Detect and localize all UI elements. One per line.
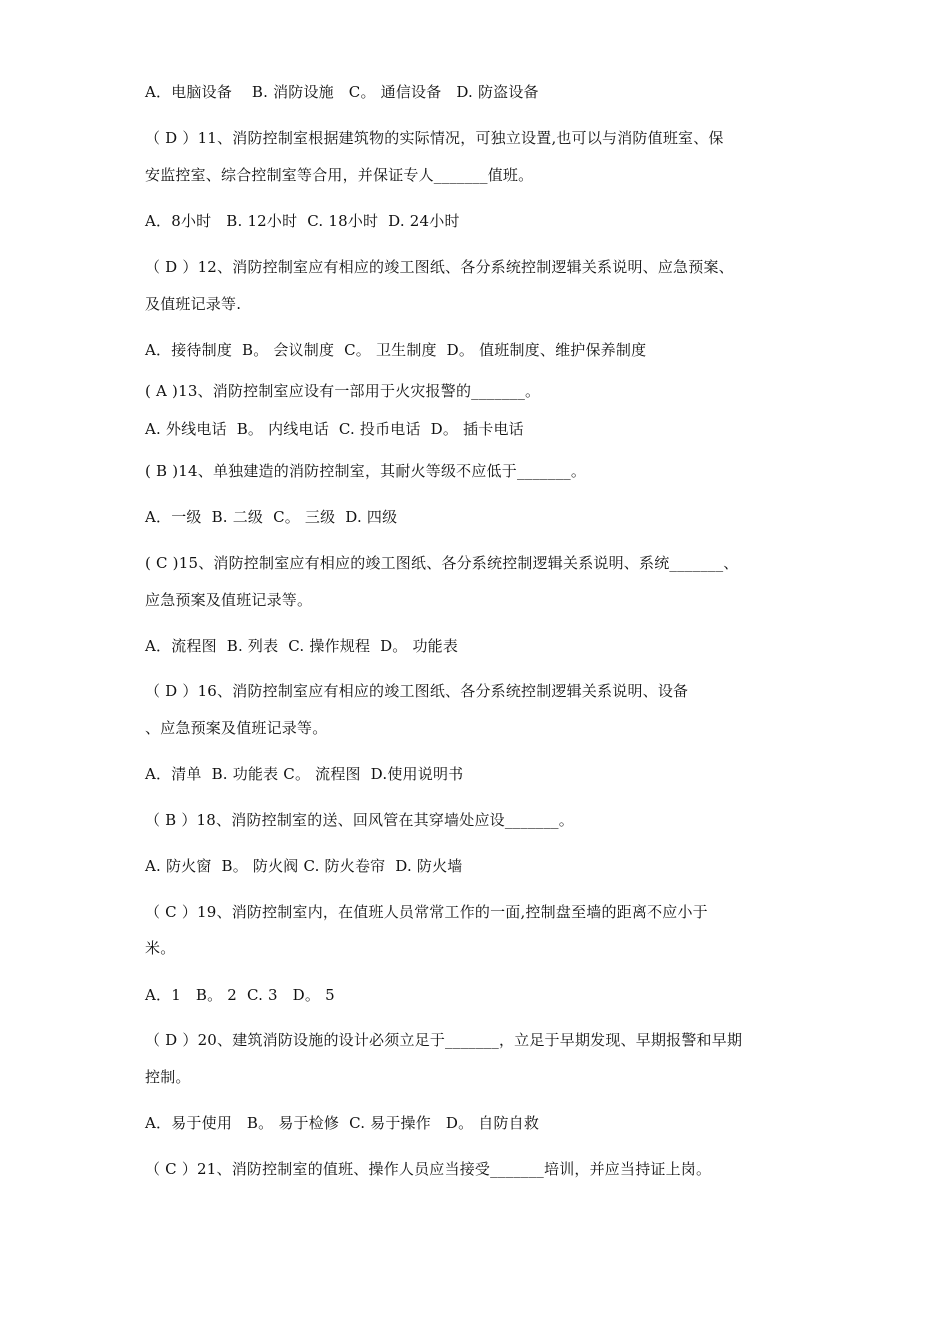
question-18: （ B ）18、消防控制室的送、回风管在其穿墙处应设_______。 (145, 811, 574, 829)
question-15-line2: 应急预案及值班记录等。 (145, 591, 313, 609)
question-14: ( B )14、单独建造的消防控制室，其耐火等级不应低于_______。 (145, 462, 587, 480)
options-q13: A. 外线电话 B。 内线电话 C. 投币电话 D。 插卡电话 (145, 420, 524, 438)
question-19-line1: （ C ）19、消防控制室内，在值班人员常常工作的一面,控制盘至墙的距离不应小于 (145, 903, 708, 921)
question-15-line1: ( C )15、消防控制室应有相应的竣工图纸、各分系统控制逻辑关系说明、系统_______、 (145, 554, 739, 572)
options-q10: A．电脑设备 B. 消防设施 C。 通信设备 D. 防盗设备 (145, 83, 539, 101)
question-21: （ C ）21、消防控制室的值班、操作人员应当接受_______培训，并应当持证上岗。 (145, 1160, 712, 1178)
question-11-line1: （ D ）11、消防控制室根据建筑物的实际情况，可独立设置,也可以与消防值班室、保 (145, 129, 724, 147)
options-q18: A. 防火窗 B。 防火阀 C. 防火卷帘 D. 防火墙 (145, 857, 463, 875)
options-q11: A．8小时 B. 12小时 C. 18小时 D. 24小时 (145, 212, 460, 230)
options-q12: A．接待制度 B。 会议制度 C。 卫生制度 D。 值班制度、维护保养制度 (145, 341, 647, 359)
question-20-line1: （ D ）20、建筑消防设施的设计必须立足于_______，立足于早期发现、早期报警和早期 (145, 1031, 743, 1049)
question-16-line1: （ D ）16、消防控制室应有相应的竣工图纸、各分系统控制逻辑关系说明、设备 (145, 682, 689, 700)
question-13: ( A )13、消防控制室应设有一部用于火灾报警的_______。 (145, 382, 541, 400)
options-q16: A．清单 B. 功能表 C。 流程图 D.使用说明书 (145, 765, 464, 783)
options-q14: A．一级 B. 二级 C。 三级 D. 四级 (145, 508, 398, 526)
question-12-line1: （ D ）12、消防控制室应有相应的竣工图纸、各分系统控制逻辑关系说明、应急预案、 (145, 258, 734, 276)
question-20-line2: 控制。 (145, 1068, 191, 1086)
options-q19: A．1 B。 2 C. 3 D。 5 (145, 986, 335, 1004)
question-19-line2: 米。 (145, 939, 176, 957)
question-11-line2: 安监控室、综合控制室等合用，并保证专人_______值班。 (145, 166, 534, 184)
question-12-line2: 及值班记录等. (145, 295, 242, 313)
options-q15: A．流程图 B. 列表 C. 操作规程 D。 功能表 (145, 637, 459, 655)
options-q20: A．易于使用 B。 易于检修 C. 易于操作 D。 自防自救 (145, 1114, 540, 1132)
question-16-line2: 、应急预案及值班记录等。 (145, 719, 328, 737)
